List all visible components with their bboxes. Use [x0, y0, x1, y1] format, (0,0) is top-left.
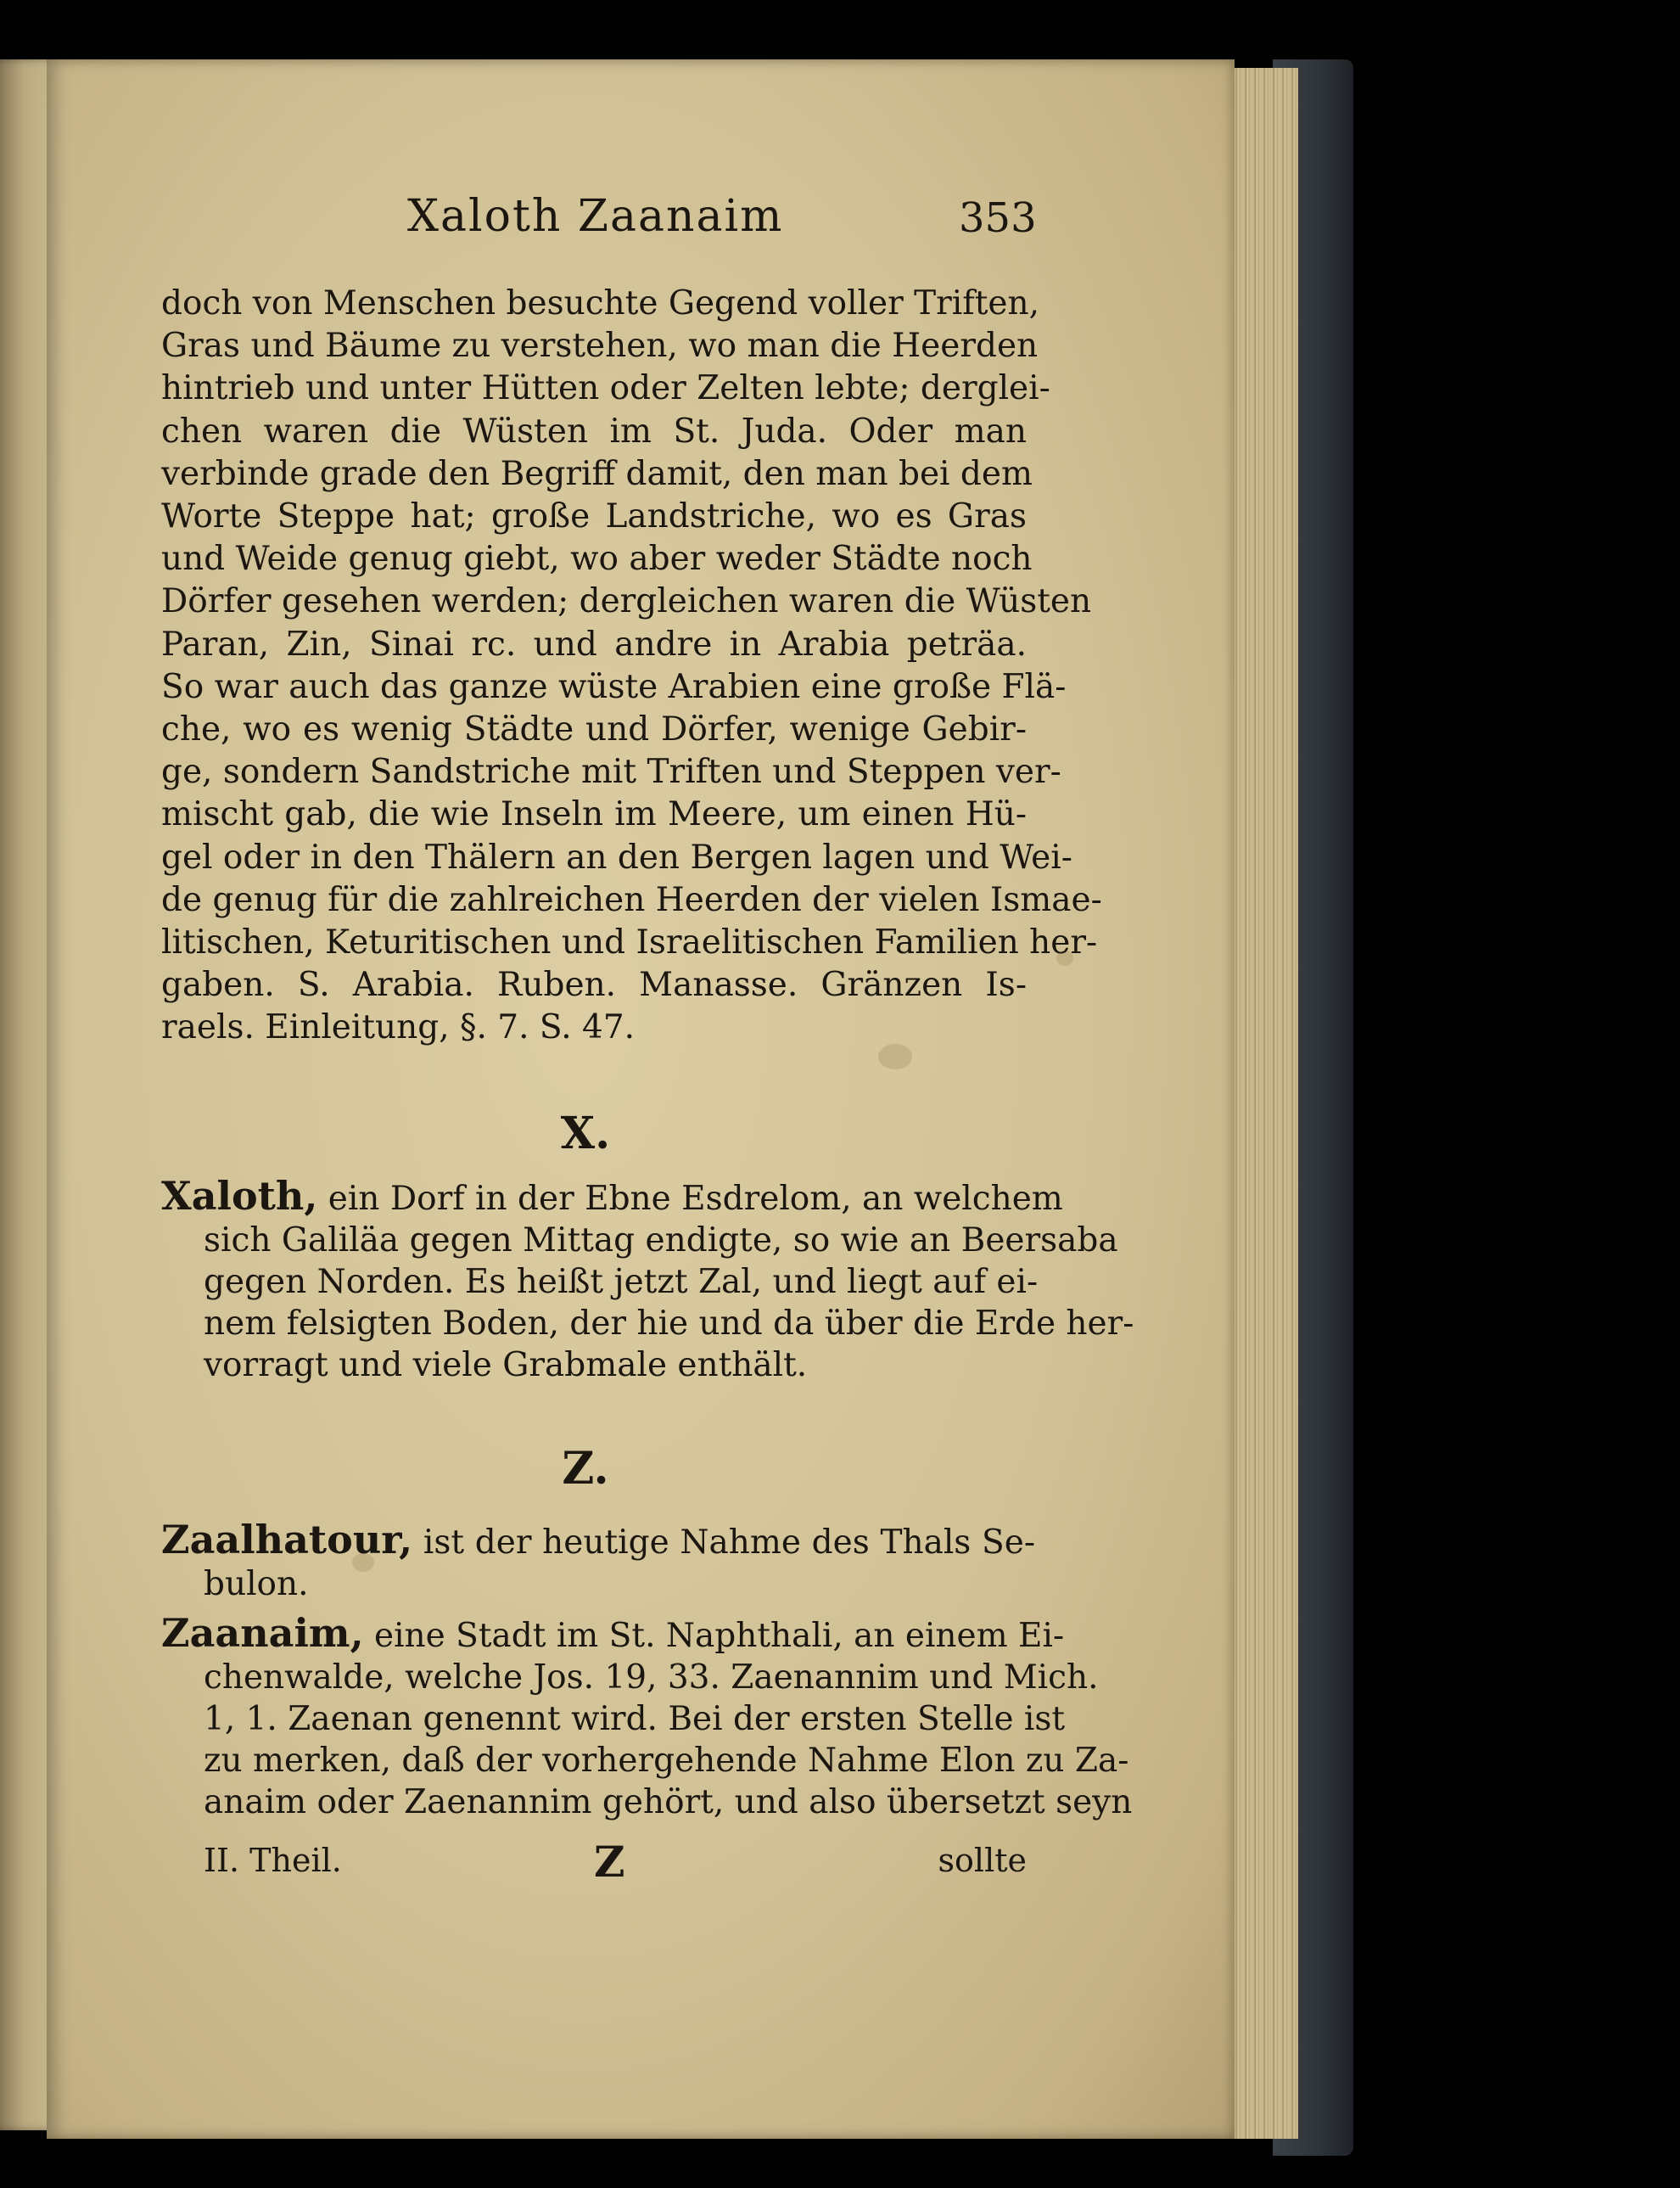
text-line: gaben. S. Arabia. Ruben. Manasse. Gränzen Is-	[161, 966, 1027, 1005]
text-line: de genug für die zahlreichen Heerden der vielen Ismae-	[161, 880, 1102, 919]
text-line: zu merken, daß der vorhergehende Nahme Elon zu Za-	[204, 1742, 1129, 1780]
text-line: che, wo es wenig Städte und Dörfer, wenige Gebir-	[161, 710, 1027, 749]
entry-headword: Xaloth,	[161, 1173, 318, 1219]
text-line: gegen Norden. Es heißt jetzt Zal, und liegt auf ei-	[204, 1263, 1039, 1301]
text-line: Dörfer gesehen werden; dergleichen waren die Wüsten	[161, 582, 1092, 621]
entry-zaanaim	[161, 1610, 1133, 1823]
text-line: ist der heutige Nahme des Thals Se-	[412, 1523, 1035, 1562]
text-line: nem felsigten Boden, der hie und da über die Erde her-	[204, 1304, 1134, 1343]
text-line: doch von Menschen besuchte Gegend voller Triften,	[161, 284, 1039, 323]
text-line: 1, 1. Zaenan genennt wird. Bei der ersten Stelle ist	[204, 1700, 1066, 1738]
text-line: raels. Einleitung, §. 7. S. 47.	[161, 1008, 636, 1047]
text-line: sich Galiläa gegen Mittag endigte, so wie an Beersaba	[204, 1221, 1118, 1260]
text-line: mischt gab, die wie Inseln im Meere, um einen Hü-	[161, 795, 1027, 834]
entry-xaloth	[161, 1173, 1134, 1386]
text-line: chen waren die Wüsten im St. Juda. Oder man	[161, 412, 1027, 451]
text-line: chenwalde, welche Jos. 19, 33. Zaenannim und Mich.	[204, 1658, 1099, 1697]
text-line: bulon.	[204, 1565, 309, 1603]
running-title: Xaloth Zaanaim	[407, 191, 784, 242]
text-line: Paran, Zin, Sinai rc. und andre in Arabia peträa.	[161, 625, 1027, 664]
text-line: verbinde grade den Begriff damit, den man bei dem	[161, 454, 1033, 493]
text-line: und Weide genug giebt, wo aber weder Städte noch	[161, 540, 1033, 579]
text-line: So war auch das ganze wüste Arabien eine große Flä-	[161, 667, 1067, 706]
text-line: Gras und Bäume zu verstehen, wo man die Heerden	[161, 327, 1039, 366]
page-number: 353	[959, 194, 1037, 242]
text-line: ein Dorf in der Ebne Esdrelom, an welchem	[317, 1180, 1063, 1218]
entry-headword: Zaanaim,	[161, 1610, 364, 1656]
section-heading-x: X.	[560, 1108, 611, 1159]
text-line: hintrieb und unter Hütten oder Zelten lebte; derglei-	[161, 369, 1050, 408]
volume-signature: II. Theil.	[204, 1842, 342, 1879]
text-line: Worte Steppe hat; große Landstriche, wo es Gras	[161, 497, 1027, 536]
entry-zaalhatour	[161, 1519, 1035, 1605]
text-line: anaim oder Zaenannim gehört, und also übersetzt seyn	[204, 1783, 1133, 1821]
signature-mark: Z	[594, 1837, 625, 1887]
text-line: gel oder in den Thälern an den Bergen lagen und Wei-	[161, 838, 1072, 877]
text-line: eine Stadt im St. Naphthali, an einem Ei-	[363, 1617, 1065, 1655]
page-footer	[204, 1837, 1027, 1893]
entry-headword: Zaalhatour,	[161, 1517, 413, 1562]
paragraph-continued	[161, 283, 1102, 1050]
section-heading-z: Z.	[562, 1443, 609, 1495]
text-line: vorragt und viele Grabmale enthält.	[204, 1346, 808, 1384]
text-line: litischen, Keturitischen und Israelitischen Familien her-	[161, 923, 1098, 962]
catchword: sollte	[938, 1842, 1027, 1879]
text-line: ge, sondern Sandstriche mit Triften und Steppen ver-	[161, 753, 1061, 792]
running-header	[373, 191, 1052, 259]
